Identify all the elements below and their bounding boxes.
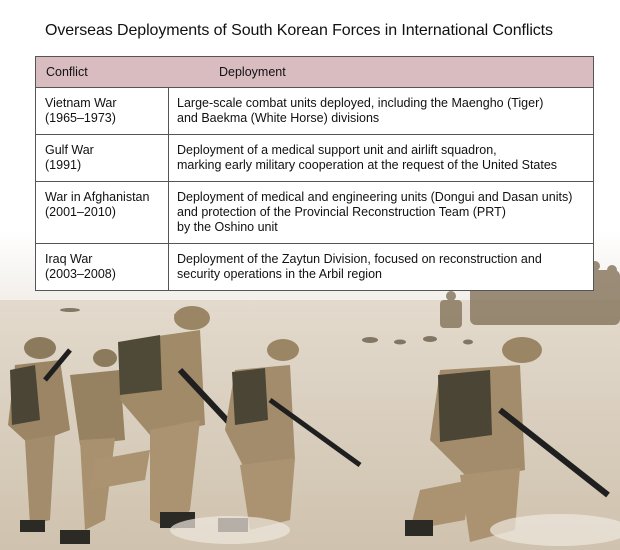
- deployment-line: Large-scale combat units deployed, including the Maengho (Tiger): [177, 96, 544, 110]
- deployment-cell: [169, 135, 593, 181]
- deployment-cell: [169, 88, 593, 134]
- conflict-years: (2003–2008): [45, 267, 116, 281]
- deployment-cell: [169, 244, 593, 290]
- header-conflict: Conflict: [46, 65, 88, 79]
- deployment-line: Deployment of a medical support unit and airlift squadron,: [177, 143, 497, 157]
- deployment-line: and Baekma (White Horse) divisions: [177, 111, 380, 125]
- table-row: [36, 244, 593, 290]
- conflict-cell: [36, 244, 169, 290]
- table-row: [36, 182, 593, 244]
- conflict-name: Vietnam War: [45, 96, 117, 110]
- deployment-line: marking early military cooperation at the request of the United States: [177, 158, 558, 172]
- deployment-line: security operations in the Arbil region: [177, 267, 382, 281]
- conflict-name: Iraq War: [45, 252, 93, 266]
- conflict-name: War in Afghanistan: [45, 190, 150, 204]
- conflict-years: (1991): [45, 158, 82, 172]
- deployment-cell: [169, 182, 593, 243]
- conflict-cell: [36, 182, 169, 243]
- deployment-line: Deployment of medical and engineering units (Dongui and Dasan units): [177, 190, 573, 204]
- page-title: Overseas Deployments of South Korean Forces in International Conflicts: [45, 22, 553, 39]
- conflict-years: (1965–1973): [45, 111, 116, 125]
- header-deployment: Deployment: [219, 65, 286, 79]
- deployment-line: by the Oshino unit: [177, 220, 278, 234]
- conflict-name: Gulf War: [45, 143, 94, 157]
- conflict-years: (2001–2010): [45, 205, 116, 219]
- conflict-cell: [36, 135, 169, 181]
- conflict-cell: [36, 88, 169, 134]
- table-row: [36, 135, 593, 182]
- deployment-line: and protection of the Provincial Reconstruction Team (PRT): [177, 205, 506, 219]
- deployment-line: Deployment of the Zaytun Division, focused on reconstruction and: [177, 252, 542, 266]
- table-header-row: [36, 57, 593, 88]
- table-row: [36, 88, 593, 135]
- deployments-table: [35, 56, 594, 291]
